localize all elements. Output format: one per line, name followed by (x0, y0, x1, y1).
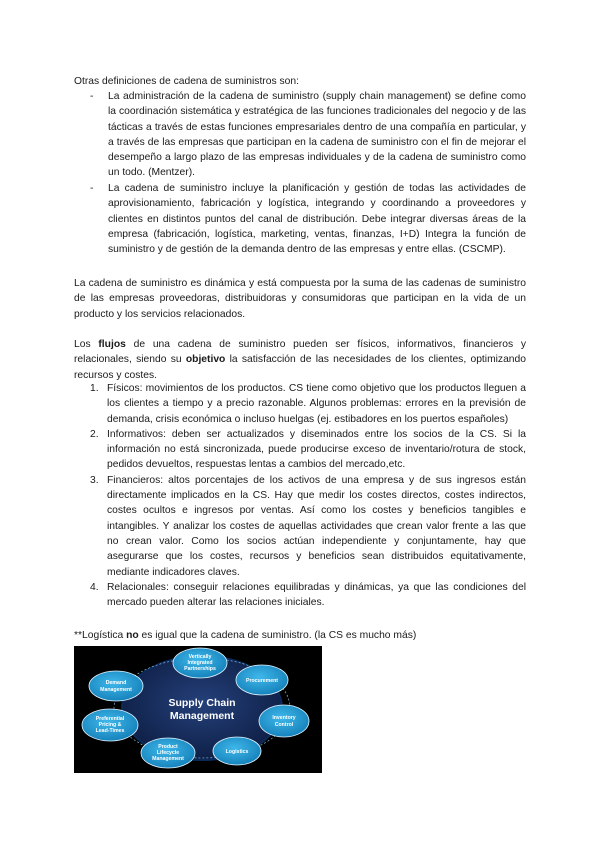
flow-text: Financieros: altos porcentajes de los activos de una empresa y de sus ingresos están directamente implicados en la CS. Hay que medir los costes directos, costes indirectos, costes ocultos e ingresos por ventas. Así como los costes y beneficios tangibles e intangibles. Y analizar los costes de aquellas actividades que crean valor frente a las que no crean valor. Como los socios actúan independiente y conjuntamente, hay que asegurarse que los costes, recursos y beneficios sean distribuidos equitativamente, mediante indicadores claves. (107, 474, 526, 578)
dash-marker: - (90, 91, 94, 102)
flows-bold-flujos: flujos (98, 339, 126, 350)
svg-text:Inventory: Inventory (272, 715, 296, 721)
flow-item-information (90, 427, 526, 473)
flow-number: 4. (90, 581, 99, 593)
supply-chain-diagram (74, 646, 322, 773)
flow-text: Relacionales: conseguir relaciones equilibradas y dinámicas, ya que las condiciones del mercado pueden alterar las relaciones iniciales. (107, 581, 526, 609)
svg-text:Management: Management (100, 687, 132, 693)
svg-text:Preferential: Preferential (95, 716, 125, 722)
paragraph-flows (74, 337, 526, 383)
svg-text:Procurement: Procurement (246, 678, 278, 684)
svg-text:Partnerships: Partnerships (184, 666, 216, 672)
flow-item-financial (90, 473, 526, 580)
flows-text-2: de una cadena de suministro pueden ser físicos, informativos, financieros y relacionales, siendo su (74, 339, 526, 366)
flow-item-physical (90, 381, 526, 427)
svg-text:Lifecycle: Lifecycle (156, 750, 180, 756)
flows-list (90, 381, 526, 610)
intro-line: Otras definiciones de cadena de suministros son: (74, 76, 299, 87)
svg-text:Management: Management (152, 756, 184, 762)
definition-list-1 (90, 89, 526, 181)
svg-text:Vertically: Vertically (188, 654, 212, 660)
bubble-demand-management (89, 671, 143, 701)
flow-text: Informativos: deben ser actualizados y diseminados entre los socios de la CS. Si la información no está sincronizada, puede producirse exceso de inventario/rotura de stock, pedidos devueltos, respuestas lentas a cambios del mercado,etc. (107, 428, 526, 471)
center-title-line2: Management (169, 710, 235, 722)
flows-bold-objetivo: objetivo (185, 354, 226, 366)
svg-text:Logistics: Logistics (225, 749, 249, 755)
flows-text-3: la satisfacción de las necesidades de los clientes, optimizando recursos y costes. (74, 354, 526, 381)
bubble-procurement (236, 665, 288, 695)
center-title-line1: Supply Chain (168, 697, 236, 709)
definition-text: La administración de la cadena de suministro (supply chain management) se define como la coordinación sistemática y estratégica de las funciones tradicionales del negocio y de las tácticas a través de estas funciones empresariales dentro de una compañía en particular, y a través de las empresas que participan en la cadena de suministro con el fin de mejorar el desempeño a largo plazo de las empresas individuales y de la cadena de suministro como un todo. (Mentzer). (108, 91, 526, 179)
definition-item (90, 89, 526, 181)
svg-text:Demand: Demand (105, 680, 127, 686)
svg-text:Control: Control (274, 722, 294, 728)
flows-text-1: Los (74, 339, 99, 350)
definition-list-2 (90, 181, 526, 257)
bubble-inventory-control (259, 705, 309, 737)
bubble-preferential-pricing (82, 709, 138, 741)
definition-text: La cadena de suministro incluye la planificación y gestión de todas las actividades de aprovisionamiento, fabricación y logística, integrando y coordinando a proveedores y clientes en distintos puntos del canal de distribución. Debe integrar diversas áreas de la empresa (fabricación, logística, marketing, ventas, finanzas, I+D) Integra la función de suministro y de gestión de la demanda dentro de las empresas y entre ellas. (CSCMP). (108, 183, 526, 256)
svg-text:Product: Product (158, 744, 178, 750)
dash-marker: - (90, 183, 94, 194)
diagram-svg (74, 646, 322, 773)
flow-number: 2. (90, 428, 99, 440)
svg-text:Pricing &: Pricing & (98, 722, 122, 728)
note-text-2: es igual que la cadena de suministro. (la CS es mucho más) (138, 630, 417, 641)
flow-number: 3. (90, 474, 99, 486)
flow-number: 1. (90, 383, 99, 394)
svg-text:Lead-Times: Lead-Times (95, 728, 125, 734)
bubble-logistics (213, 737, 261, 765)
flow-item-relational (90, 580, 526, 611)
bubble-vertical-partnerships (173, 648, 227, 678)
flow-text: Físicos: movimientos de los productos. CS tiene como objetivo que los productos lleguen a los clientes a tiempo y a precio razonable. Algunos problemas: errores en la previsión de demanda, crisis económica o incluso huelgas (ej. estibadores en los puertos españoles) (107, 383, 526, 425)
svg-text:Integrated: Integrated (187, 660, 213, 666)
bubble-product-lifecycle (141, 738, 195, 768)
logistics-note (74, 628, 534, 643)
note-bold-no: no (126, 630, 139, 641)
note-text-1: **Logística (74, 630, 127, 641)
paragraph-dynamic: La cadena de suministro es dinámica y está compuesta por la suma de las cadenas de suministro de las empresas proveedoras, distribuidoras y consumidoras que participan en la vida de un producto y los servicios relacionados. (74, 278, 526, 320)
definition-item (90, 181, 526, 257)
